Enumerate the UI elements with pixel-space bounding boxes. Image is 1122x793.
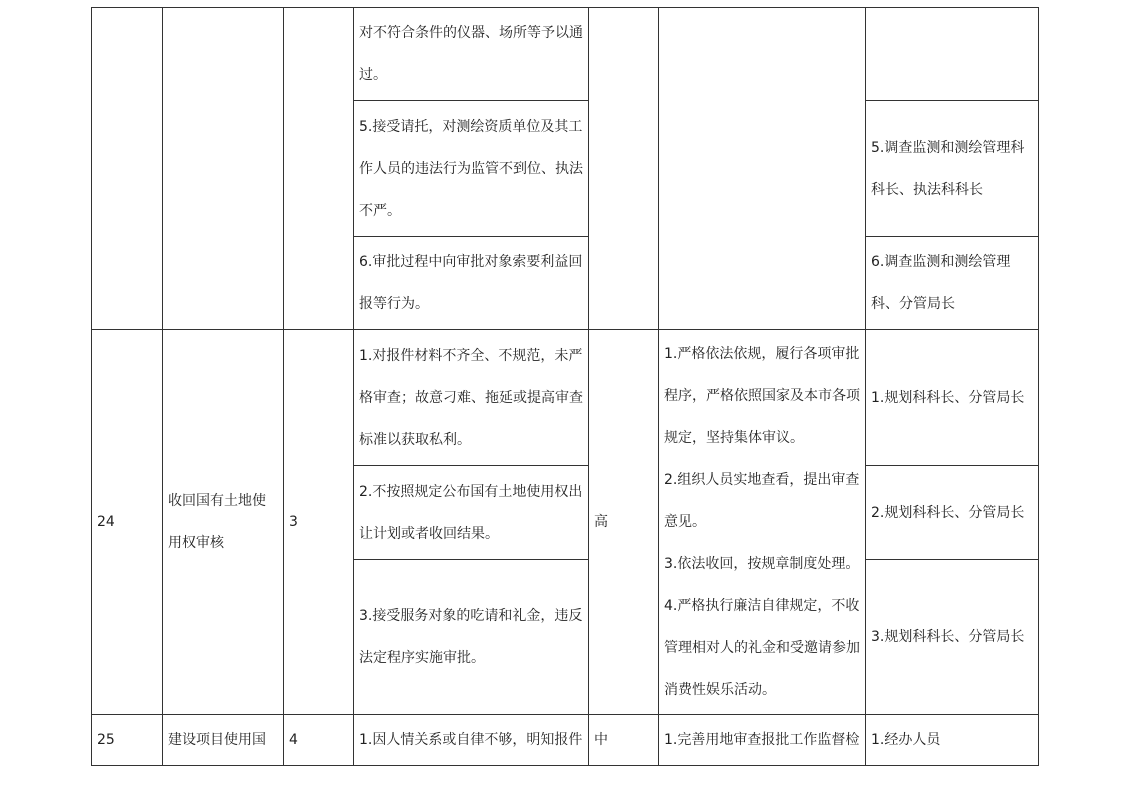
cell-count: 4 xyxy=(284,715,354,766)
table-row xyxy=(92,8,1039,101)
cell-risk: 6.审批过程中向审批对象索要利益回报等行为。 xyxy=(354,237,589,330)
measure-item: 2.组织人员实地查看，提出审查意见。 xyxy=(664,472,860,530)
cell-person: 2.规划科科长、分管局长 xyxy=(866,466,1039,560)
cell-name xyxy=(163,8,284,330)
cell-risk: 1.因人情关系或自律不够，明知报件 xyxy=(354,715,589,766)
cell-measures xyxy=(659,330,866,715)
cell-person: 1.规划科科长、分管局长 xyxy=(866,330,1039,466)
cell-name: 建设项目使用国 xyxy=(163,715,284,766)
cell-person: 5.调查监测和测绘管理科科长、执法科科长 xyxy=(866,101,1039,237)
cell-count xyxy=(284,8,354,330)
cell-level xyxy=(589,8,659,330)
cell-person: 3.规划科科长、分管局长 xyxy=(866,560,1039,715)
cell-risk: 1.对报件材料不齐全、不规范，未严格审查；故意刁难、拖延或提高审查标准以获取私利。 xyxy=(354,330,589,466)
risk-table xyxy=(91,7,1039,766)
cell-risk: 5.接受请托，对测绘资质单位及其工作人员的违法行为监管不到位、执法不严。 xyxy=(354,101,589,237)
cell-measure: 1.完善用地审查报批工作监督检 xyxy=(659,715,866,766)
measure-item: 1.严格依法依规，履行各项审批程序，严格依照国家及本市各项规定，坚持集体审议。 xyxy=(664,346,860,446)
cell-level: 中 xyxy=(589,715,659,766)
cell-no xyxy=(92,8,163,330)
cell-name: 收回国有土地使用权审核 xyxy=(163,330,284,715)
measure-item: 4.严格执行廉洁自律规定，不收管理相对人的礼金和受邀请参加消费性娱乐活动。 xyxy=(664,598,860,698)
cell-risk: 对不符合条件的仪器、场所等予以通过。 xyxy=(354,8,589,101)
cell-person: 1.经办人员 xyxy=(866,715,1039,766)
cell-risk: 2.不按照规定公布国有土地使用权出让计划或者收回结果。 xyxy=(354,466,589,560)
cell-person: 6.调查监测和测绘管理科、分管局长 xyxy=(866,237,1039,330)
table-row xyxy=(92,330,1039,466)
measure-item: 3.依法收回，按规章制度处理。 xyxy=(664,556,860,572)
cell-count: 3 xyxy=(284,330,354,715)
cell-no: 25 xyxy=(92,715,163,766)
table-row xyxy=(92,715,1039,766)
cell-person xyxy=(866,8,1039,101)
cell-measure xyxy=(659,8,866,330)
cell-level: 高 xyxy=(589,330,659,715)
cell-no: 24 xyxy=(92,330,163,715)
cell-risk: 3.接受服务对象的吃请和礼金，违反法定程序实施审批。 xyxy=(354,560,589,715)
